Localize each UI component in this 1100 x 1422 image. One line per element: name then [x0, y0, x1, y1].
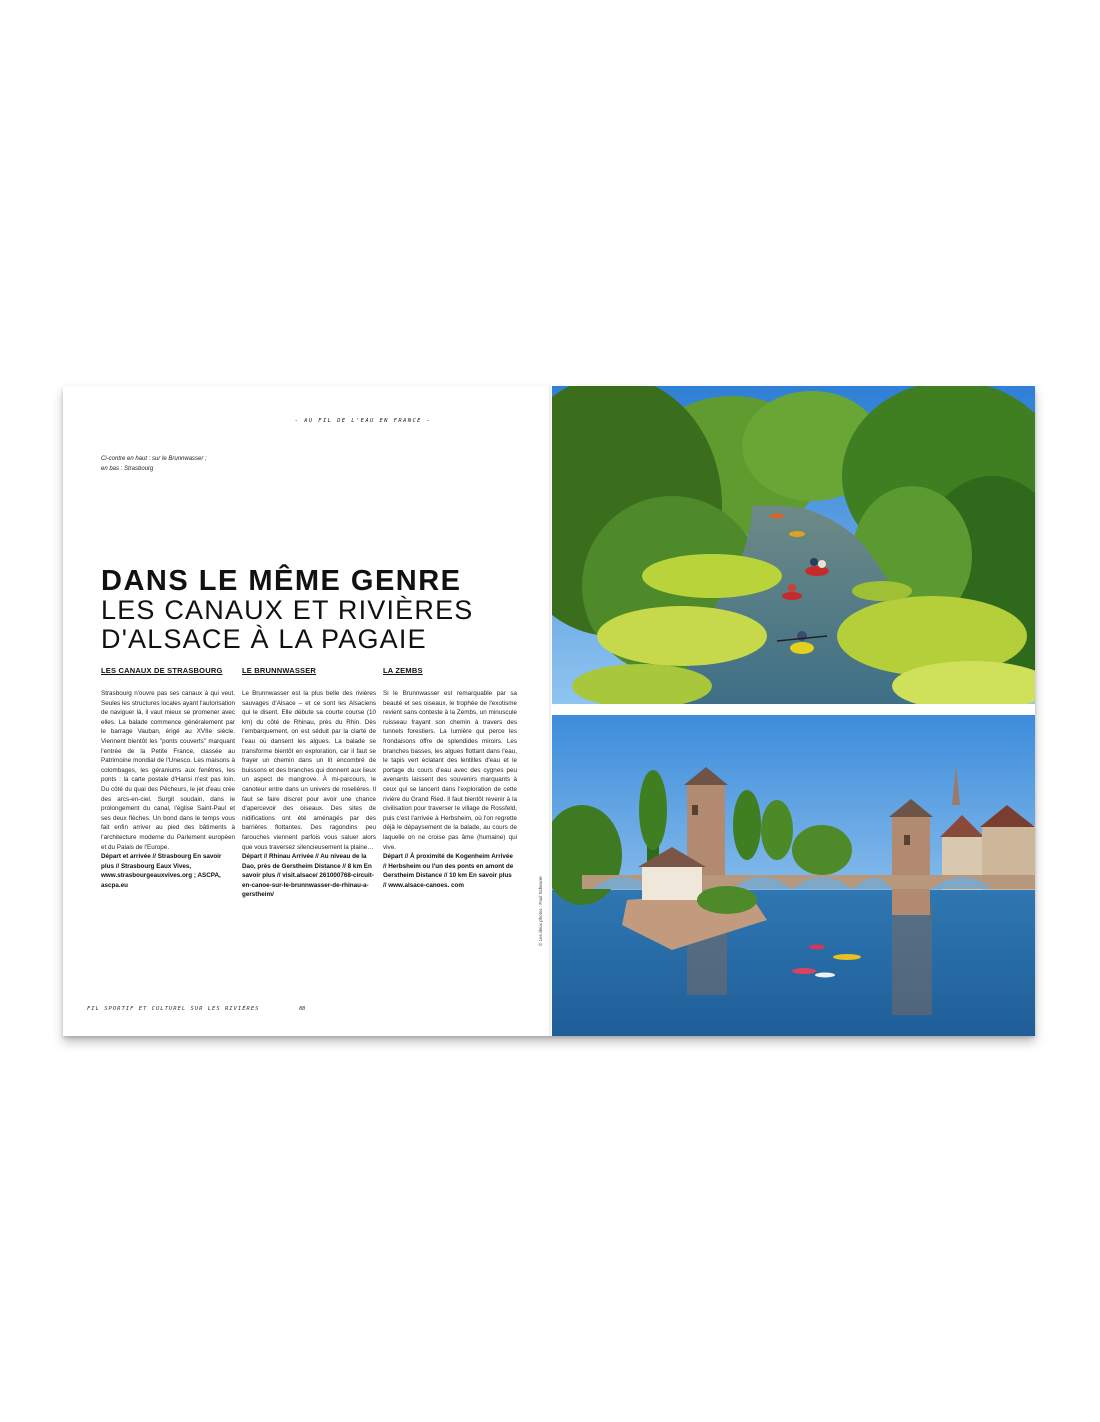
column-info: Départ // À proximité de Kogenheim Arrivée // Herbsheim ou l'un des ponts en amont de Gerstheim Distance // 10 km En savoir plus // www.alsace-canoes. com	[383, 853, 514, 889]
photo-strasbourg-bridges	[552, 715, 1035, 1036]
photo-brunnwasser-illustration	[552, 386, 1035, 704]
photo-caption	[101, 454, 261, 474]
title-line-2: LES CANAUX ET RIVIÈRES	[101, 595, 474, 625]
column-info: Départ et arrivée // Strasbourg En savoir plus // Strasbourg Eaux Vives, www.strasbourgeauxvives.org ; ASCPA, ascpa.eu	[101, 853, 222, 889]
photo-strasbourg-illustration	[552, 715, 1035, 1036]
column-zembs	[383, 666, 517, 890]
column-heading: LE BRUNNWASSER	[242, 666, 317, 675]
left-page	[63, 386, 549, 1036]
running-head: - AU FIL DE L'EAU EN FRANCE -	[294, 418, 432, 424]
caption-line-1: Ci-contre en haut : sur le Brunnwasser ;	[101, 456, 207, 462]
folio-section-title: FIL SPORTIF ET CULTUREL SUR LES RIVIÈRES	[87, 1006, 260, 1012]
page-number: 88	[299, 1006, 306, 1012]
column-info: Départ // Rhinau Arrivée // Au niveau de la Dao, près de Gerstheim Distance // 8 km En savoir plus // visit.alsace/ 261000768-circuit-en-canoe-sur-le-brunnwasser-de-rhinau-a-gerstheim/	[242, 853, 374, 899]
column-body: Strasbourg n'ouvre pas ses canaux à qui veut. Seules les structures locales ayant l'autorisation de naviguer là, il vaut mieux se promener avec elles. La balade commence généralement par le barrage Vauban, érigé au XVIIe siècle. Viennent bientôt les "ponts couverts" marquant l'entrée de la Petite France, classée au Patrimoine mondial de l'Unesco. Les maisons à colombages, les géraniums aux fenêtres, les ponts : la carte postale d'Hansi n'est pas loin. Du côté du quai des Pêcheurs, le jet d'eau crée des arcs-en-ciel. Surgit soudain, dans le prolongement du canal, l'église Saint-Paul et ses deux flèches. Un bond dans le temps vous fait enfin arriver au pied des bâtiments à l'architecture moderne du Parlement européen et du Palais de l'Europe.	[101, 690, 235, 851]
column-brunnwasser	[242, 666, 376, 900]
title-line-1: DANS LE MÊME GENRE	[101, 565, 462, 597]
column-body: Le Brunnwasser est la plus belle des rivières sauvages d'Alsace – et ce sont les Alsaciens qui le disent. Elle débute sa courte course (10 km) du côté de Rhinau, près du Rhin. Dès l'embarquement, on est séduit par la clarté de l'eau où dansent les algues. La balade se transforme bientôt en exploration, car il faut se frayer un chemin dans un lit encombré de buissons et des branches qui donnent aux lieux un aspect de mangrove. À mi-parcours, le canoteur entre dans un univers de roselières. Il faut se faire discret pour avoir une chance d'apercevoir des oiseaux. Des sites de nidifications ont été aménagés par des barrières flottantes. Des ragondins peu farouches viennent parfois vous saluer alors que vous traversez silencieusement la plaine…	[242, 690, 376, 851]
column-heading: LA ZEMBS	[383, 666, 423, 675]
column-heading: LES CANAUX DE STRASBOURG	[101, 666, 223, 675]
photo-brunnwasser-kayaks	[552, 386, 1035, 704]
column-body: Si le Brunnwasser est remarquable par sa beauté et ses oiseaux, le trophée de l'exotisme revient sans conteste à la Zembs, un minuscule ruisseau frayant son chemin à travers des tunnels forestiers. La lumière qui perce les frondaisons offre de splendides miroirs. Les branches basses, les algues flottant dans l'eau, le tapis vert éclatant des lentilles d'eau et le portage du cours d'eau avec des cygnes peu avenants laissent des souvenirs marquants à ceux qui se lancent dans l'exploration de cette rivière du Grand Ried. Il faut bientôt revenir à la civilisation pour traverser le village de Rossfeld, puis c'est l'arrivée à Herbsheim, où l'on regrette déjà le dépaysement de la balade, au cours de laquelle on ne croise pas âme (humaine) qui vive.	[383, 690, 517, 851]
column-strasbourg	[101, 666, 235, 890]
title-line-3: D'ALSACE À LA PAGAIE	[101, 624, 427, 654]
magazine-spread	[63, 386, 1035, 1036]
photo-credit: © Les deux photos : Paul Scheurer	[538, 876, 543, 946]
right-page	[538, 386, 1035, 1036]
caption-line-2: en bas : Strasbourg	[101, 466, 154, 472]
